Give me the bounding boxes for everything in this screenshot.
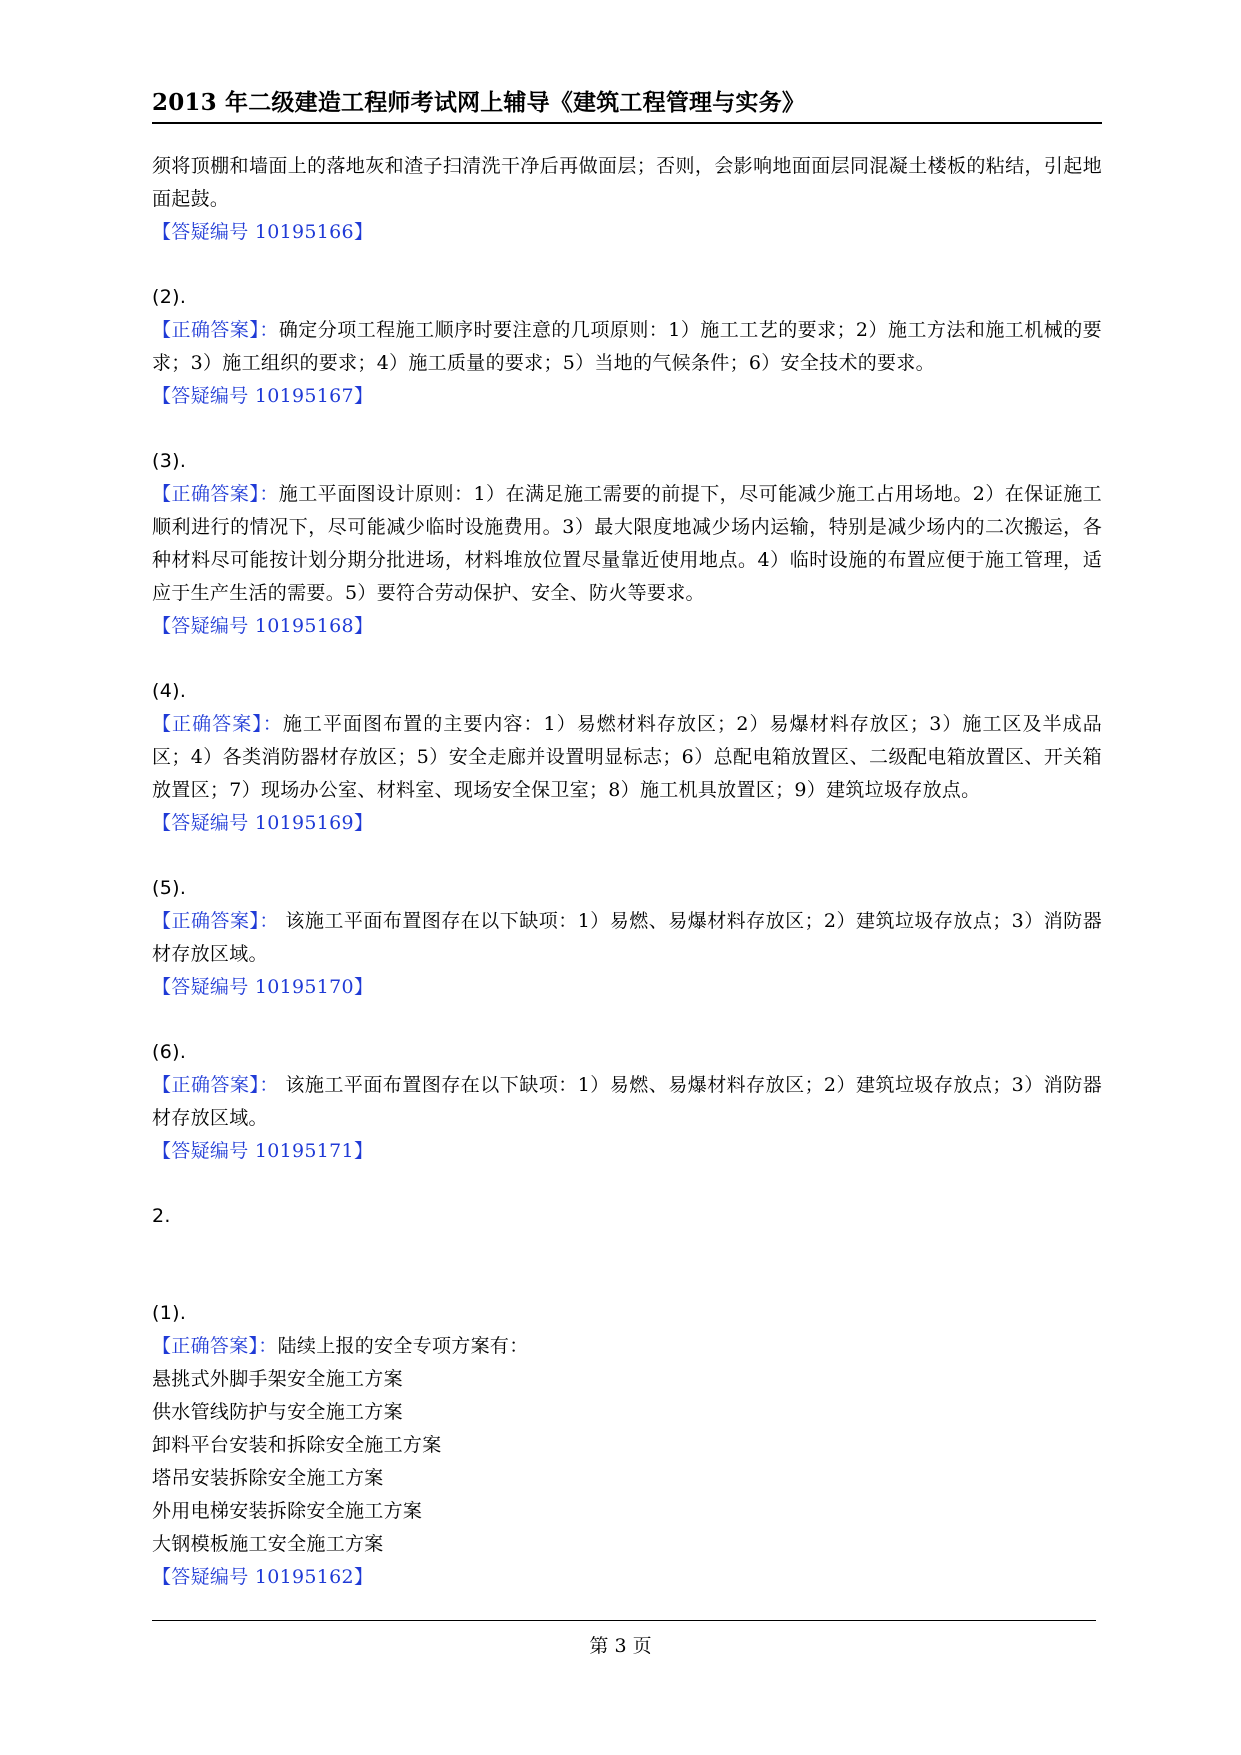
- answer-paragraph: [152, 1330, 1102, 1363]
- qa-reference: 【答疑编号 10195168】: [152, 615, 374, 637]
- paragraph: 须将顶棚和墙面上的落地灰和渣子扫清洗干净后再做面层；否则，会影响地面面层同混凝土楼板的粘结，引起地面起鼓。: [152, 155, 1102, 210]
- answer-text: 陆续上报的安全专项方案有：: [277, 1335, 529, 1357]
- answer-paragraph: [152, 708, 1102, 807]
- qa-reference-text: 【答疑编号 10195166】: [152, 221, 374, 243]
- question-number: (5).: [152, 877, 187, 899]
- answer-paragraph: [152, 1069, 1102, 1135]
- answer-paragraph: [152, 905, 1102, 971]
- answer-label: 【正确答案】：: [152, 910, 279, 932]
- list-item: 悬挑式外脚手架安全施工方案: [152, 1368, 403, 1390]
- page-header: [152, 88, 1102, 124]
- document-body: [152, 150, 1102, 1594]
- list-item: 外用电梯安装拆除安全施工方案: [152, 1500, 423, 1522]
- list-item: 大钢模板施工安全施工方案: [152, 1533, 384, 1555]
- qa-reference: 【答疑编号 10195167】: [152, 385, 374, 407]
- answer-paragraph: [152, 314, 1102, 380]
- answer-label: 【正确答案】：: [152, 319, 279, 341]
- qa-reference: [152, 216, 1102, 249]
- list-item: 卸料平台安装和拆除安全施工方案: [152, 1434, 442, 1456]
- page-number: 第 3 页: [589, 1635, 652, 1657]
- question-number: (3).: [152, 450, 187, 472]
- answer-paragraph: [152, 478, 1102, 610]
- document-title: 2013 年二级建造工程师考试网上辅导《建筑工程管理与实务》: [152, 89, 806, 116]
- list-item: 供水管线防护与安全施工方案: [152, 1401, 403, 1423]
- answer-text: 确定分项工程施工顺序时要注意的几项原则：1）施工工艺的要求；2）施工方法和施工机械的要求；3）施工组织的要求；4）施工质量的要求；5）当地的气候条件；6）安全技术的要求。: [152, 319, 1102, 374]
- answer-label: 【正确答案】：: [152, 483, 279, 505]
- answer-label: 【正确答案】：: [152, 713, 283, 735]
- list-item: 塔吊安装拆除安全施工方案: [152, 1467, 384, 1489]
- section-number: 2.: [152, 1205, 171, 1227]
- answer-text: 该施工平面布置图存在以下缺项：1）易燃、易爆材料存放区；2）建筑垃圾存放点；3）消防器材存放区域。: [152, 910, 1102, 965]
- question-number: (6).: [152, 1041, 187, 1063]
- answer-text: 该施工平面布置图存在以下缺项：1）易燃、易爆材料存放区；2）建筑垃圾存放点；3）消防器材存放区域。: [152, 1074, 1102, 1129]
- question-number: (1).: [152, 1302, 187, 1324]
- question-number: (2).: [152, 286, 187, 308]
- footer-divider: [152, 1620, 1096, 1621]
- answer-label: 【正确答案】：: [152, 1335, 278, 1357]
- qa-reference: 【答疑编号 10195170】: [152, 976, 374, 998]
- qa-reference: 【答疑编号 10195169】: [152, 812, 374, 834]
- answer-label: 【正确答案】：: [152, 1074, 279, 1096]
- answer-text: 施工平面图布置的主要内容：1）易燃材料存放区；2）易爆材料存放区；3）施工区及半成品区；4）各类消防器材存放区；5）安全走廊并设置明显标志；6）总配电箱放置区、二级配电箱放置区、开关箱放置区；7）现场办公室、材料室、现场安全保卫室；8）施工机具放置区；9）建筑垃圾存放点。: [152, 713, 1102, 801]
- question-number: (4).: [152, 680, 187, 702]
- answer-text: 施工平面图设计原则：1）在满足施工需要的前提下，尽可能减少施工占用场地。2）在保证施工顺利进行的情况下，尽可能减少临时设施费用。3）最大限度地减少场内运输，特别是减少场内的二次搬运，各种材料尽可能按计划分期分批进场，材料堆放位置尽量靠近使用地点。4）临时设施的布置应便于施工管理，适应于生产生活的需要。5）要符合劳动保护、安全、防火等要求。: [152, 483, 1102, 604]
- qa-reference: 【答疑编号 10195162】: [152, 1566, 374, 1588]
- qa-reference: 【答疑编号 10195171】: [152, 1140, 374, 1162]
